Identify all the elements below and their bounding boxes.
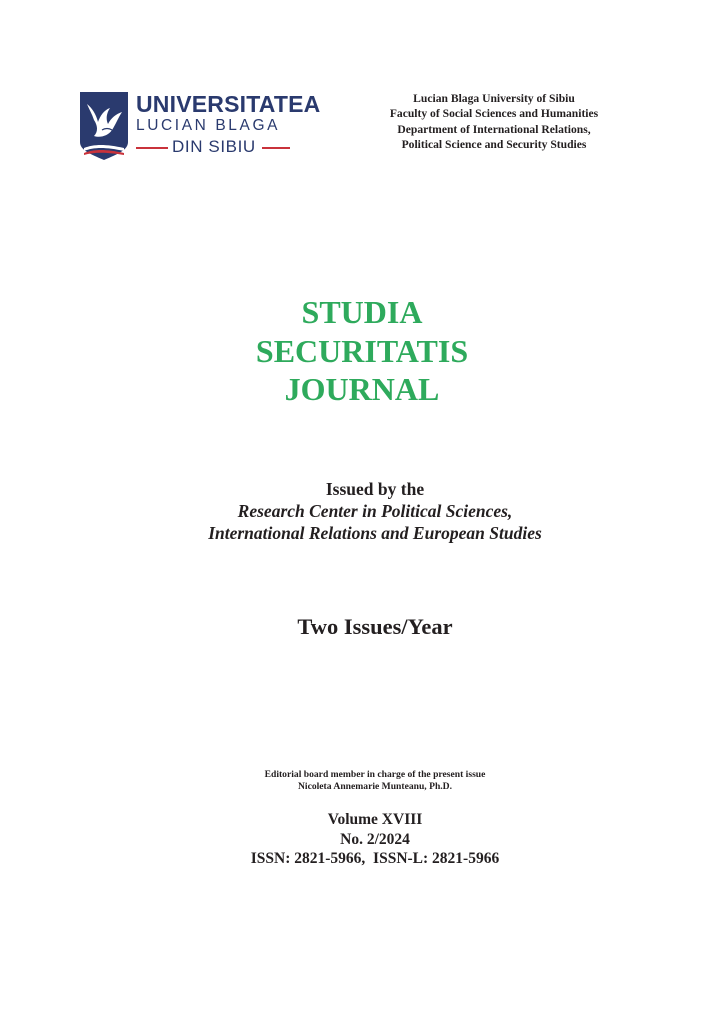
issuer-line1: Research Center in Political Sciences,: [237, 501, 513, 521]
issuer-line2: International Relations and European Studies: [208, 523, 542, 543]
logo-rule-left: [136, 147, 168, 149]
editorial-block: [0, 769, 724, 793]
logo-wordmark: [136, 91, 321, 158]
logo-rule-right: [262, 147, 290, 149]
publication-details: [0, 810, 724, 869]
journal-title: [0, 293, 724, 409]
issued-by-lead: Issued by the: [325, 479, 425, 499]
issue-number: No. 2/2024: [340, 830, 410, 848]
institution-department-line1: Department of International Relations,: [397, 122, 591, 136]
university-logo: [80, 91, 321, 162]
editorial-role: Editorial board member in charge of the present issue: [264, 769, 486, 780]
institution-header: [360, 91, 628, 152]
editorial-name: Nicoleta Annemarie Munteanu, Ph.D.: [297, 781, 453, 792]
issn-line: ISSN: 2821-5966, ISSN-L: 2821-5966: [250, 850, 500, 867]
publication-frequency: Two Issues/Year: [297, 614, 453, 639]
title-line-securitatis: SECURITATIS: [255, 332, 469, 369]
institution-department-line2: Political Science and Security Studies: [401, 137, 587, 151]
volume-number: Volume XVIII: [327, 811, 423, 828]
title-line-journal: JOURNAL: [284, 371, 440, 407]
institution-university: Lucian Blaga University of Sibiu: [413, 92, 575, 105]
logo-line-lucian-blaga: LUCIAN BLAGA: [136, 117, 281, 134]
logo-line-universitatea: UNIVERSITATEA: [136, 91, 321, 117]
title-line-studia: STUDIA: [301, 294, 423, 330]
logo-line-din-sibiu: DIN SIBIU: [172, 137, 256, 156]
institution-faculty: Faculty of Social Sciences and Humanities: [389, 107, 599, 121]
eagle-shield-icon: [80, 92, 128, 160]
issued-by-block: [0, 478, 724, 544]
logo-line-din-sibiu-row: [136, 136, 296, 158]
